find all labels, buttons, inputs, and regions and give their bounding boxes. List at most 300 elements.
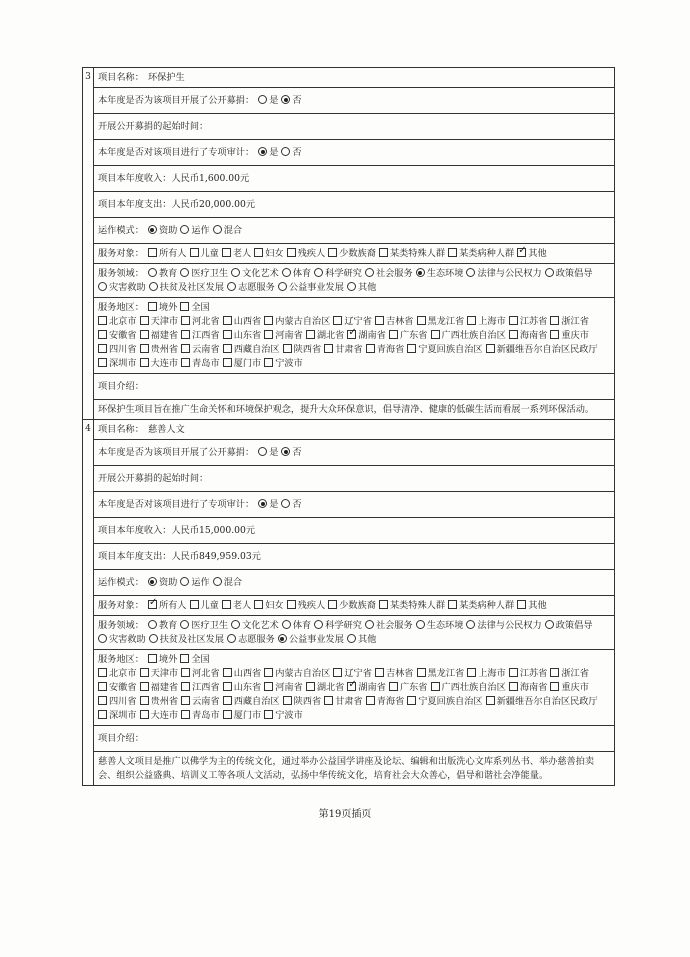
checkbox[interactable] [140,358,149,367]
checkbox[interactable] [98,316,107,325]
checkbox-option[interactable] [264,329,303,343]
radio-option[interactable] [180,224,209,238]
checkbox[interactable] [181,316,190,325]
checkbox[interactable] [486,696,495,705]
checkbox-option[interactable] [486,695,598,709]
checkbox[interactable] [223,696,232,705]
radio-option[interactable] [281,498,301,512]
checkbox-option[interactable] [467,667,506,681]
option-label: 广东省 [399,682,428,693]
checkbox[interactable] [306,330,315,339]
checkbox-option[interactable] [254,599,283,613]
checkbox-option[interactable] [180,653,209,667]
checkbox[interactable] [140,330,149,339]
checkbox[interactable] [254,600,263,609]
checkbox-option[interactable] [328,599,376,613]
checkbox-option[interactable] [181,315,220,329]
checkbox-option[interactable] [223,667,262,681]
checkbox[interactable] [509,316,518,325]
checkbox[interactable] [181,330,190,339]
checkbox[interactable] [366,696,375,705]
checkbox-option[interactable] [509,329,548,343]
checkbox[interactable] [347,330,356,339]
radio-button[interactable] [281,499,290,508]
radio-button[interactable] [180,577,189,586]
option-label: 志愿服务 [238,282,275,293]
checkbox[interactable] [223,668,232,677]
checkbox-option[interactable] [98,315,137,329]
radio-option[interactable] [466,619,541,633]
option-label: 教育 [158,620,178,631]
checkbox-option[interactable] [287,599,326,613]
checkbox[interactable] [467,316,476,325]
radio-option[interactable] [416,267,464,281]
radio-option[interactable] [365,267,413,281]
checkbox[interactable] [264,710,273,719]
checkbox-option[interactable] [264,357,303,371]
checkbox[interactable] [98,344,107,353]
radio-button[interactable] [545,268,554,277]
checkbox[interactable] [264,358,273,367]
checkbox-option[interactable] [417,315,465,329]
option-label: 贵州省 [150,344,179,355]
checkbox[interactable] [254,248,263,257]
checkbox-option[interactable] [467,315,506,329]
radio-option[interactable] [213,576,242,590]
radio-button[interactable] [347,282,356,291]
radio-option[interactable] [231,267,279,281]
radio-button[interactable] [545,620,554,629]
checkbox[interactable] [324,344,333,353]
checkbox-option[interactable] [389,681,428,695]
checkbox-option[interactable] [140,343,179,357]
checkbox[interactable] [148,600,157,609]
checkbox[interactable] [98,330,107,339]
checkbox[interactable] [550,668,559,677]
checkbox[interactable] [140,696,149,705]
checkbox-option[interactable] [407,343,482,357]
checkbox[interactable] [140,682,149,691]
option-label: 否 [292,447,302,458]
checkbox-option[interactable] [324,343,363,357]
checkbox-option[interactable] [550,315,589,329]
checkbox-option[interactable] [181,695,220,709]
radio-button[interactable] [258,499,267,508]
checkbox-option[interactable] [148,653,177,667]
checkbox-option[interactable] [517,247,546,261]
radio-option[interactable] [180,619,228,633]
checkbox-option[interactable] [306,681,345,695]
radio-option[interactable] [180,267,228,281]
checkbox-option[interactable] [181,357,220,371]
checkbox-option[interactable] [181,681,220,695]
checkbox[interactable] [222,248,231,257]
checkbox[interactable] [375,316,384,325]
checkbox-option[interactable] [190,247,219,261]
radio-option[interactable] [227,633,275,647]
checkbox-option[interactable] [324,695,363,709]
radio-button[interactable] [281,447,290,456]
checkbox[interactable] [140,344,149,353]
checkbox[interactable] [181,710,190,719]
checkbox-option[interactable] [98,667,137,681]
checkbox[interactable] [509,682,518,691]
option-label: 吉林省 [385,316,414,327]
checkbox[interactable] [264,316,273,325]
radio-option[interactable] [258,94,278,108]
checkbox-option[interactable] [148,247,187,261]
radio-button[interactable] [258,447,267,456]
checkbox-option[interactable] [223,681,262,695]
checkbox[interactable] [223,710,232,719]
radio-option[interactable] [278,633,344,647]
checkbox-option[interactable] [140,315,179,329]
checkbox[interactable] [181,696,190,705]
checkbox[interactable] [222,600,231,609]
radio-button[interactable] [148,268,157,277]
radio-option[interactable] [148,224,177,238]
checkbox[interactable] [223,344,232,353]
radio-button[interactable] [466,620,475,629]
checkbox[interactable] [417,668,426,677]
checkbox[interactable] [333,316,342,325]
checkbox[interactable] [550,330,559,339]
checkbox[interactable] [448,248,457,257]
radio-button[interactable] [365,620,374,629]
checkbox-option[interactable] [375,667,414,681]
checkbox[interactable] [324,696,333,705]
checkbox[interactable] [379,600,388,609]
checkbox[interactable] [328,600,337,609]
checkbox[interactable] [98,710,107,719]
radio-button[interactable] [227,282,236,291]
radio-button[interactable] [227,634,236,643]
radio-option[interactable] [258,498,278,512]
checkbox-option[interactable] [181,667,220,681]
radio-option[interactable] [148,267,177,281]
radio-option[interactable] [281,94,301,108]
checkbox[interactable] [417,316,426,325]
radio-button[interactable] [281,147,290,156]
checkbox-option[interactable] [181,329,220,343]
radio-option[interactable] [545,619,593,633]
checkbox[interactable] [333,668,342,677]
fundraising-row [94,87,614,113]
option-label: 公益事业发展 [288,634,344,645]
checkbox-option[interactable] [509,667,548,681]
checkbox[interactable] [264,330,273,339]
checkbox-option[interactable] [287,247,326,261]
radio-button[interactable] [416,268,425,277]
checkbox-option[interactable] [431,681,506,695]
radio-button[interactable] [416,620,425,629]
radio-option[interactable] [281,146,301,160]
checkbox[interactable] [223,682,232,691]
radio-option[interactable] [180,576,209,590]
radio-button[interactable] [314,620,323,629]
radio-button[interactable] [148,620,157,629]
radio-button[interactable] [148,225,157,234]
radio-option[interactable] [545,267,593,281]
checkbox-option[interactable] [223,357,262,371]
checkbox-option[interactable] [283,695,322,709]
radio-option[interactable] [148,619,177,633]
checkbox-option[interactable] [140,667,179,681]
radio-option[interactable] [466,267,541,281]
checkbox[interactable] [347,682,356,691]
checkbox[interactable] [467,668,476,677]
checkbox-option[interactable] [140,709,179,723]
checkbox-option[interactable] [181,343,220,357]
checkbox[interactable] [283,344,292,353]
checkbox-option[interactable] [509,681,548,695]
checkbox[interactable] [287,600,296,609]
radio-button[interactable] [213,577,222,586]
checkbox-option[interactable] [379,247,445,261]
project-number: 4 [83,420,94,785]
radio-option[interactable] [416,619,464,633]
checkbox[interactable] [550,682,559,691]
radio-option[interactable] [282,619,311,633]
checkbox-option[interactable] [140,681,179,695]
option-label: 是 [269,147,279,158]
checkbox-option[interactable] [417,667,465,681]
radio-button[interactable] [98,282,107,291]
radio-button[interactable] [258,147,267,156]
checkbox[interactable] [283,696,292,705]
checkbox-option[interactable] [347,329,386,343]
radio-option[interactable] [282,267,311,281]
checkbox-option[interactable] [407,695,482,709]
checkbox-option[interactable] [140,329,179,343]
option-label: 其他 [357,282,377,293]
checkbox[interactable] [181,344,190,353]
checkbox-option[interactable] [264,709,303,723]
option-label: 新疆维吾尔自治区民政厅 [496,344,598,355]
checkbox-option[interactable] [509,315,548,329]
checkbox[interactable] [407,344,416,353]
radio-button[interactable] [466,268,475,277]
radio-button[interactable] [282,268,291,277]
checkbox[interactable] [180,654,189,663]
radio-option[interactable] [347,633,376,647]
option-label: 资助 [158,577,178,588]
intro-label-row [94,725,614,751]
option-label: 所有人 [158,248,187,259]
checkbox-option[interactable] [264,315,330,329]
radio-button[interactable] [231,268,240,277]
radio-button[interactable] [149,282,158,291]
option-label: 深圳市 [109,710,137,721]
option-label: 福建省 [150,330,179,341]
checkbox-option[interactable] [98,357,137,371]
radio-option[interactable] [365,619,413,633]
radio-option[interactable] [148,576,177,590]
checkbox-option[interactable] [366,343,405,357]
radio-option[interactable] [149,633,224,647]
radio-button[interactable] [281,95,290,104]
radio-option[interactable] [227,281,275,295]
option-label: 境外 [158,654,178,665]
checkbox[interactable] [431,330,440,339]
checkbox[interactable] [287,248,296,257]
checkbox[interactable] [223,316,232,325]
checkbox-option[interactable] [98,343,137,357]
option-label: 生态环境 [426,620,464,631]
checkbox-option[interactable] [190,599,219,613]
radio-button[interactable] [278,634,287,643]
checkbox[interactable] [98,358,107,367]
checkbox-option[interactable] [223,343,280,357]
checkbox-option[interactable] [283,343,322,357]
checkbox[interactable] [379,248,388,257]
checkbox-option[interactable] [222,599,251,613]
radio-button[interactable] [180,225,189,234]
radio-button[interactable] [282,620,291,629]
checkbox-option[interactable] [347,681,386,695]
checkbox[interactable] [431,682,440,691]
checkbox[interactable] [375,668,384,677]
checkbox[interactable] [140,668,149,677]
checkbox-option[interactable] [431,329,506,343]
radio-option[interactable] [213,224,242,238]
option-label: 是 [269,95,279,106]
radio-button[interactable] [347,634,356,643]
radio-button[interactable] [365,268,374,277]
checkbox-option[interactable] [223,315,262,329]
checkbox-option[interactable] [264,667,330,681]
service-region-label: 服务地区： [98,654,144,665]
checkbox-option[interactable] [223,329,262,343]
radio-option[interactable] [98,281,146,295]
checkbox-option[interactable] [140,695,179,709]
checkbox[interactable] [190,600,199,609]
radio-option[interactable] [258,146,278,160]
option-label: 体育 [292,268,312,279]
checkbox[interactable] [264,668,273,677]
checkbox-option[interactable] [148,599,187,613]
checkbox[interactable] [181,682,190,691]
checkbox[interactable] [550,316,559,325]
radio-button[interactable] [98,634,107,643]
checkbox-option[interactable] [254,247,283,261]
checkbox-option[interactable] [98,709,137,723]
checkbox[interactable] [148,654,157,663]
checkbox[interactable] [98,682,107,691]
option-label: 湖北省 [316,682,345,693]
checkbox[interactable] [148,302,157,311]
checkbox-option[interactable] [550,329,589,343]
checkbox-option[interactable] [140,357,179,371]
checkbox-option[interactable] [448,599,514,613]
checkbox[interactable] [517,248,526,257]
radio-button[interactable] [148,577,157,586]
radio-option[interactable] [314,267,362,281]
checkbox[interactable] [328,248,337,257]
checkbox-option[interactable] [264,681,303,695]
radio-option[interactable] [98,633,146,647]
checkbox[interactable] [486,344,495,353]
audit-row [94,491,614,517]
radio-option[interactable] [278,281,344,295]
checkbox-option[interactable] [306,329,345,343]
checkbox[interactable] [140,710,149,719]
checkbox-option[interactable] [448,247,514,261]
checkbox[interactable] [148,248,157,257]
radio-option[interactable] [149,281,224,295]
option-label: 深圳市 [109,358,137,369]
checkbox[interactable] [98,668,107,677]
checkbox[interactable] [98,696,107,705]
checkbox-option[interactable] [148,301,177,315]
checkbox-option[interactable] [517,599,546,613]
checkbox[interactable] [509,330,518,339]
checkbox[interactable] [389,682,398,691]
checkbox-option[interactable] [375,315,414,329]
radio-option[interactable] [258,446,278,460]
radio-option[interactable] [231,619,279,633]
checkbox-option[interactable] [223,695,280,709]
radio-button[interactable] [258,95,267,104]
checkbox[interactable] [190,248,199,257]
checkbox-option[interactable] [486,343,598,357]
option-label: 灾害救助 [109,282,146,293]
checkbox[interactable] [366,344,375,353]
checkbox-option[interactable] [379,599,445,613]
checkbox[interactable] [509,668,518,677]
checkbox-option[interactable] [98,695,137,709]
radio-option[interactable] [281,446,301,460]
checkbox-option[interactable] [366,695,405,709]
option-label: 全国 [191,302,210,313]
radio-button[interactable] [213,225,222,234]
checkbox-option[interactable] [550,667,589,681]
option-label: 某类特殊人群 [389,600,446,611]
checkbox-option[interactable] [98,681,137,695]
radio-button[interactable] [149,634,158,643]
checkbox-option[interactable] [98,329,137,343]
checkbox[interactable] [181,358,190,367]
checkbox-option[interactable] [223,709,262,723]
checkbox[interactable] [223,330,232,339]
checkbox[interactable] [264,682,273,691]
checkbox-option[interactable] [328,247,376,261]
checkbox-option[interactable] [389,329,428,343]
radio-button[interactable] [180,268,189,277]
checkbox[interactable] [306,682,315,691]
checkbox[interactable] [180,302,189,311]
checkbox-option[interactable] [180,301,209,315]
radio-button[interactable] [180,620,189,629]
radio-button[interactable] [314,268,323,277]
checkbox[interactable] [517,600,526,609]
checkbox-option[interactable] [222,247,251,261]
radio-option[interactable] [347,281,376,295]
checkbox[interactable] [140,316,149,325]
checkbox[interactable] [389,330,398,339]
checkbox[interactable] [181,668,190,677]
checkbox-option[interactable] [550,681,589,695]
service-target-row [94,595,614,615]
checkbox[interactable] [223,358,232,367]
checkbox-option[interactable] [181,709,220,723]
radio-button[interactable] [278,282,287,291]
checkbox[interactable] [448,600,457,609]
option-label: 宁波市 [275,358,303,369]
radio-option[interactable] [314,619,362,633]
checkbox[interactable] [407,696,416,705]
radio-button[interactable] [231,620,240,629]
